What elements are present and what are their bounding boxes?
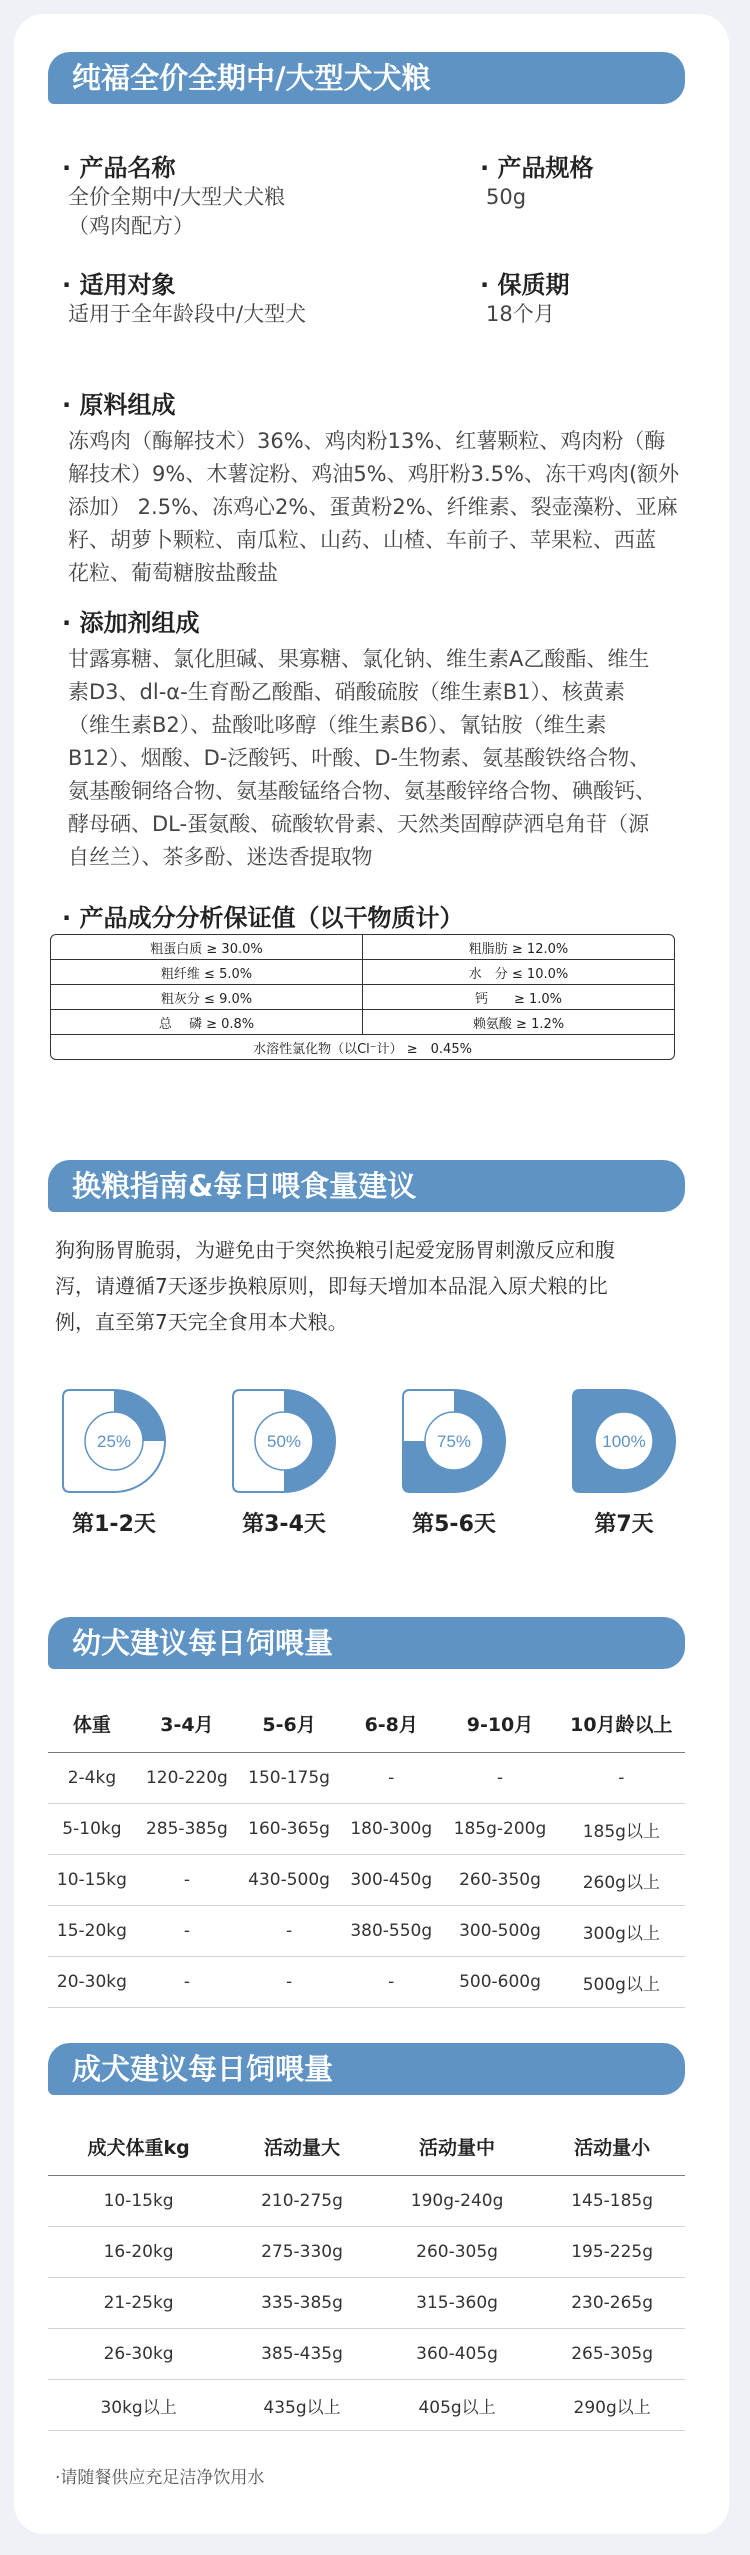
table-header-row <box>48 2117 685 2176</box>
ring-day-label: 第1-2天 <box>72 1512 156 1537</box>
table-cell: 275-330g <box>229 2227 375 2278</box>
column-header: 活动量小 <box>539 2117 685 2176</box>
puppy-feeding-table <box>48 1694 685 2008</box>
table-cell: 185g以上 <box>558 1804 685 1855</box>
progress-ring <box>232 1389 336 1493</box>
column-header: 成犬体重kg <box>48 2117 229 2176</box>
nutrition-cell: 水 分 ≤ 10.0% <box>363 960 675 985</box>
product-spec-label: · 产品规格 <box>480 154 594 182</box>
table-row <box>48 1957 685 2008</box>
text-line: 冻鸡肉（酶解技术）36%、鸡肉粉13%、红薯颗粒、鸡肉粉（酶 <box>68 429 666 453</box>
nutrition-cell: 粗脂肪 ≥ 12.0% <box>363 935 675 960</box>
page-title: 纯福全价全期中/大型犬犬粮 <box>48 52 685 104</box>
nutrition-cell: 赖氨酸 ≥ 1.2% <box>363 1010 675 1035</box>
puppy-title: 幼犬建议每日饲喂量 <box>48 1617 685 1669</box>
nutrition-row <box>51 960 674 985</box>
table-row <box>48 2227 685 2278</box>
column-header: 活动量中 <box>375 2117 539 2176</box>
table-cell: 15-20kg <box>48 1906 136 1957</box>
ring-percent: 75% <box>436 1432 472 1451</box>
table-cell: 500-600g <box>442 1957 557 2008</box>
table-row <box>48 1753 685 1804</box>
column-header: 6-8月 <box>340 1694 442 1753</box>
table-cell: 435g以上 <box>229 2380 375 2431</box>
ring-percent: 100% <box>602 1432 646 1451</box>
adult-feeding-table <box>48 2117 685 2431</box>
table-cell: - <box>442 1753 557 1804</box>
table-cell: 385-435g <box>229 2329 375 2380</box>
product-name-label: · 产品名称 <box>62 154 176 182</box>
table-cell: 260g以上 <box>558 1855 685 1906</box>
table-cell: 26-30kg <box>48 2329 229 2380</box>
table-cell: 500g以上 <box>558 1957 685 2008</box>
column-header: 10月龄以上 <box>558 1694 685 1753</box>
text-line: 酵母硒、DL-蛋氨酸、硫酸软骨素、天然类固醇萨洒皂角苷（源 <box>68 812 650 836</box>
text-line: 添加） 2.5%、冻鸡心2%、蛋黄粉2%、纤维素、裂壶藻粉、亚麻 <box>68 495 678 519</box>
nutrition-table <box>50 934 675 1060</box>
table-cell: 120-220g <box>136 1753 238 1804</box>
adult-title: 成犬建议每日饲喂量 <box>48 2043 685 2095</box>
table-cell: 360-405g <box>375 2329 539 2380</box>
table-cell: 300-500g <box>442 1906 557 1957</box>
text-line: B12）、烟酸、D-泛酸钙、叶酸、D-生物素、氨基酸铁络合物、 <box>68 746 651 770</box>
nutrition-cell: 总 磷 ≥ 0.8% <box>51 1010 363 1035</box>
table-cell: 195-225g <box>539 2227 685 2278</box>
table-cell: 300g以上 <box>558 1906 685 1957</box>
product-spec-value: 50g <box>486 185 527 209</box>
table-cell: 430-500g <box>238 1855 340 1906</box>
column-header: 体重 <box>48 1694 136 1753</box>
table-cell: 230-265g <box>539 2278 685 2329</box>
text-line: 氨基酸铜络合物、氨基酸锰络合物、氨基酸锌络合物、碘酸钙、 <box>68 779 656 803</box>
table-cell: - <box>340 1957 442 2008</box>
progress-ring <box>62 1389 166 1493</box>
table-cell: 150-175g <box>238 1753 340 1804</box>
table-cell: 315-360g <box>375 2278 539 2329</box>
ingredients-label: · 原料组成 <box>62 391 176 419</box>
shelf-life-value: 18个月 <box>486 302 555 326</box>
table-cell: 290g以上 <box>539 2380 685 2431</box>
table-cell: 160-365g <box>238 1804 340 1855</box>
column-header: 9-10月 <box>442 1694 557 1753</box>
table-cell: - <box>136 1957 238 2008</box>
ring-percent: 25% <box>96 1432 132 1451</box>
table-cell: 10-15kg <box>48 2176 229 2227</box>
table-cell: - <box>136 1906 238 1957</box>
nutrition-cell: 钙 ≥ 1.0% <box>363 985 675 1010</box>
table-cell: 2-4kg <box>48 1753 136 1804</box>
text-line: （维生素B2）、盐酸吡哆醇（维生素B6）、氰钴胺（维生素 <box>68 713 607 737</box>
nutrition-row <box>51 1010 674 1035</box>
table-cell: 180-300g <box>340 1804 442 1855</box>
table-cell: - <box>238 1957 340 2008</box>
column-header: 5-6月 <box>238 1694 340 1753</box>
table-row <box>48 1804 685 1855</box>
additives-text <box>68 643 688 874</box>
table-row <box>48 1906 685 1957</box>
table-cell: 10-15kg <box>48 1855 136 1906</box>
column-header: 3-4月 <box>136 1694 238 1753</box>
table-row <box>48 2278 685 2329</box>
water-note: ·请随餐供应充足洁净饮用水 <box>55 2468 265 2488</box>
table-cell: 145-185g <box>539 2176 685 2227</box>
text-line: 例，直至第7天完全食用本犬粮。 <box>55 1310 348 1334</box>
table-cell: 21-25kg <box>48 2278 229 2329</box>
table-cell: 210-275g <box>229 2176 375 2227</box>
table-cell: 285-385g <box>136 1804 238 1855</box>
text-line: 籽、胡萝卜颗粒、南瓜粒、山药、山楂、车前子、苹果粒、西蓝 <box>68 528 656 552</box>
table-cell: 335-385g <box>229 2278 375 2329</box>
table-cell: 5-10kg <box>48 1804 136 1855</box>
shelf-life-label: · 保质期 <box>480 271 570 299</box>
ring-percent: 50% <box>266 1432 302 1451</box>
nutrition-cell: 粗灰分 ≤ 9.0% <box>51 985 363 1010</box>
table-cell: - <box>136 1855 238 1906</box>
table-cell: 265-305g <box>539 2329 685 2380</box>
table-cell: - <box>558 1753 685 1804</box>
nutrition-row <box>51 985 674 1010</box>
product-name-value: 全价全期中/大型犬犬粮 （鸡肉配方） <box>68 185 286 238</box>
ingredients-text <box>68 425 688 590</box>
table-cell: - <box>238 1906 340 1957</box>
target-value: 适用于全年龄段中/大型犬 <box>68 302 307 326</box>
analysis-label: · 产品成分分析保证值（以干物质计） <box>62 904 464 932</box>
progress-ring <box>402 1389 506 1493</box>
text-line: 泻，请遵循7天逐步换粮原则，即每天增加本品混入原犬粮的比 <box>55 1274 608 1298</box>
table-row <box>48 2176 685 2227</box>
ring-day-label: 第5-6天 <box>412 1512 496 1537</box>
table-row <box>48 1855 685 1906</box>
text-line: 素D3、dl-α-生育酚乙酸酯、硝酸硫胺（维生素B1）、核黄素 <box>68 680 625 704</box>
table-cell: 30kg以上 <box>48 2380 229 2431</box>
table-cell: 260-305g <box>375 2227 539 2278</box>
table-row <box>48 2329 685 2380</box>
text-line: 甘露寡糖、氯化胆碱、果寡糖、氯化钠、维生素A乙酸酯、维生 <box>68 647 650 671</box>
table-cell: 185g-200g <box>442 1804 557 1855</box>
target-label: · 适用对象 <box>62 271 176 299</box>
text-line: 解技术）9%、木薯淀粉、鸡油5%、鸡肝粉3.5%、冻干鸡肉(额外 <box>68 462 680 486</box>
table-cell: - <box>340 1753 442 1804</box>
table-cell: 260-350g <box>442 1855 557 1906</box>
table-cell: 20-30kg <box>48 1957 136 2008</box>
ring-day-label: 第3-4天 <box>242 1512 326 1537</box>
table-cell: 380-550g <box>340 1906 442 1957</box>
table-row <box>48 2380 685 2431</box>
table-cell: 405g以上 <box>375 2380 539 2431</box>
table-cell: 300-450g <box>340 1855 442 1906</box>
guide-title: 换粮指南&每日喂食量建议 <box>48 1160 685 1212</box>
ring-day-label: 第7天 <box>594 1512 654 1537</box>
nutrition-cell: 粗纤维 ≤ 5.0% <box>51 960 363 985</box>
text-line: 自丝兰）、茶多酚、迷迭香提取物 <box>68 845 373 869</box>
nutrition-cell: 水溶性氯化物（以Cl⁻计） ≥ 0.45% <box>253 1041 472 1057</box>
guide-text <box>55 1232 683 1340</box>
text-line: 狗狗肠胃脆弱，为避免由于突然换粮引起爱宠肠胃刺激反应和腹 <box>55 1238 615 1262</box>
text-line: 花粒、葡萄糖胺盐酸盐 <box>68 561 278 585</box>
nutrition-row <box>51 935 674 960</box>
table-cell: 16-20kg <box>48 2227 229 2278</box>
progress-ring <box>572 1389 676 1493</box>
nutrition-cell: 粗蛋白质 ≥ 30.0% <box>51 935 363 960</box>
additives-label: · 添加剂组成 <box>62 609 200 637</box>
table-header-row <box>48 1694 685 1753</box>
column-header: 活动量大 <box>229 2117 375 2176</box>
table-cell: 190g-240g <box>375 2176 539 2227</box>
